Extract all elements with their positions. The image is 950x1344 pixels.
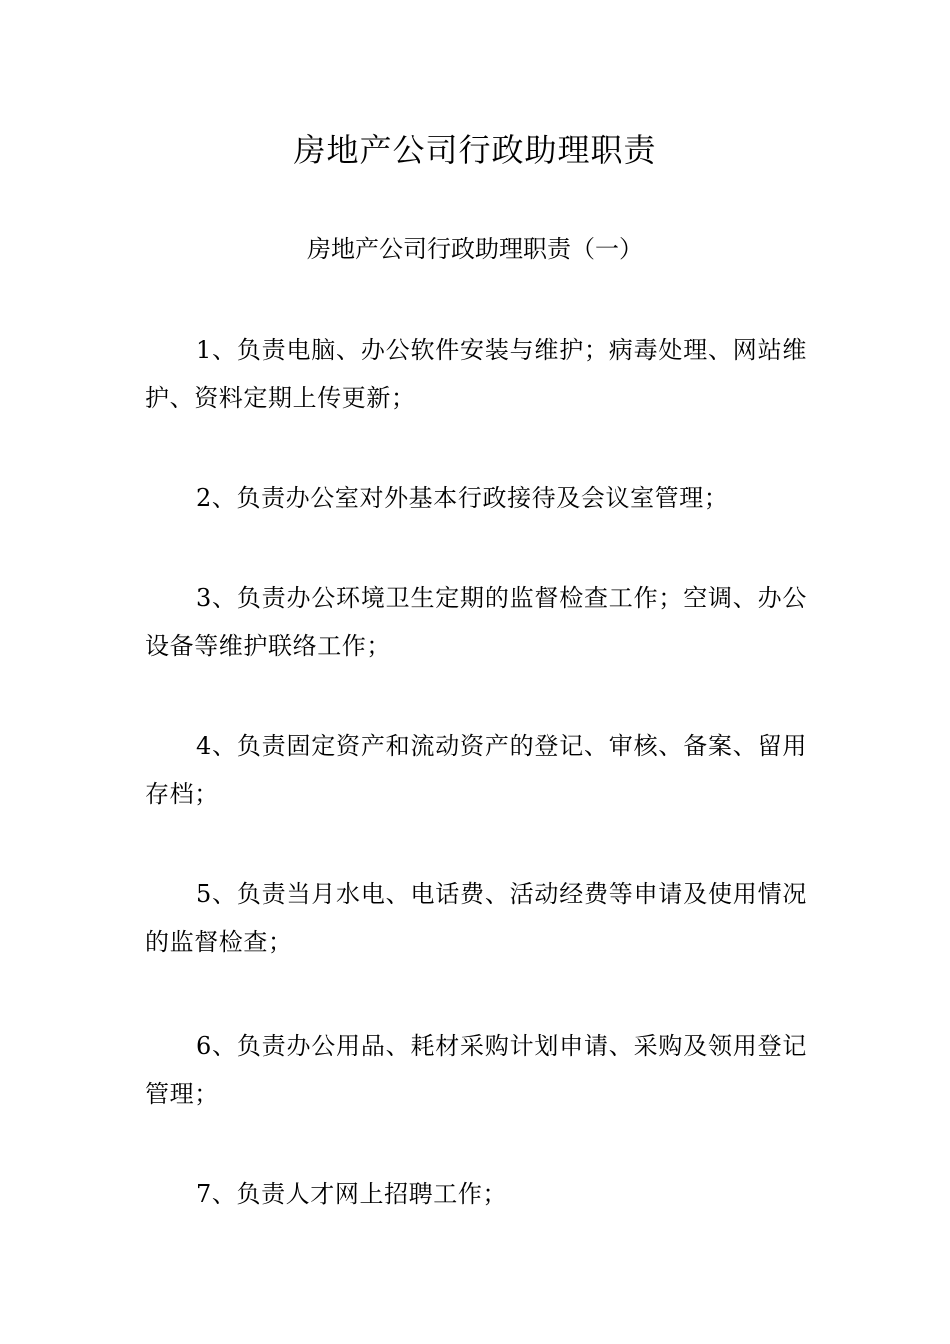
document-title: 房地产公司行政助理职责 [293,131,657,169]
duty-item-4: 4、负责固定资产和流动资产的登记、审核、备案、留用存档； [145,732,807,808]
duty-item-5: 5、负责当月水电、电话费、活动经费等申请及使用情况的监督检查； [145,880,807,956]
duty-item-1: 1、负责电脑、办公软件安装与维护；病毒处理、网站维护、资料定期上传更新； [145,336,807,412]
duty-item-2: 2、负责办公室对外基本行政接待及会议室管理； [196,484,729,512]
section-subtitle: 房地产公司行政助理职责（一） [307,235,643,263]
duty-item-6: 6、负责办公用品、耗材采购计划申请、采购及领用登记管理； [145,1032,807,1108]
duty-item-7: 7、负责人才网上招聘工作； [196,1180,508,1208]
duty-item-3: 3、负责办公环境卫生定期的监督检查工作；空调、办公设备等维护联络工作； [145,584,807,660]
